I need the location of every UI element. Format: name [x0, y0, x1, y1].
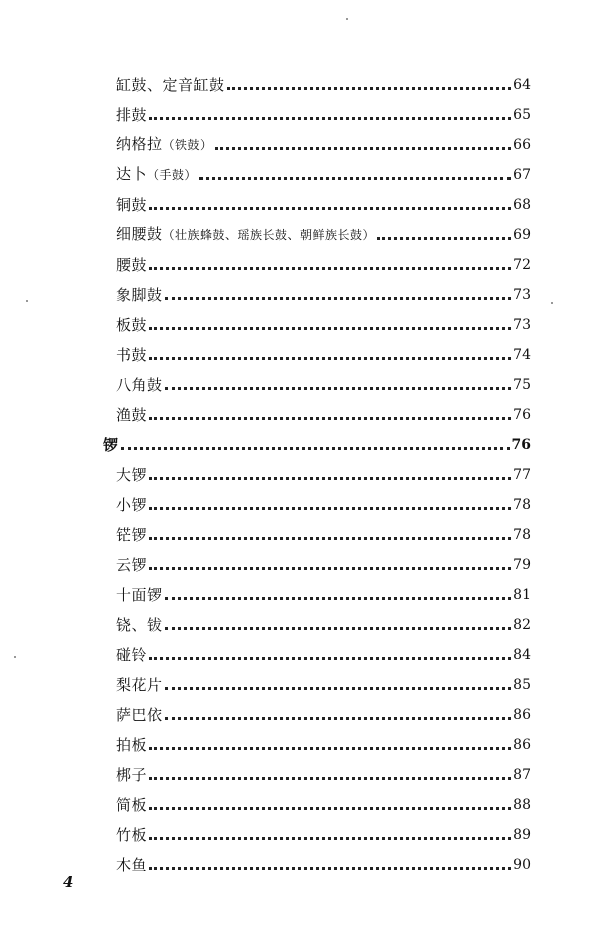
- toc-entry-title: [116, 225, 375, 244]
- toc-entry-page: 84: [513, 647, 531, 663]
- toc-entry-page: 90: [513, 857, 531, 873]
- toc-entry[interactable]: [116, 640, 531, 664]
- toc-entry-title-text: 渔鼓: [116, 406, 148, 424]
- toc-entry[interactable]: [116, 100, 531, 124]
- dot-leader: [377, 237, 511, 240]
- toc-entry-page: 66: [513, 137, 531, 153]
- toc-entry-title: [116, 165, 197, 184]
- toc-entry-page: 67: [513, 167, 531, 183]
- toc-entry[interactable]: [116, 520, 531, 544]
- dot-leader: [165, 687, 512, 690]
- page-number: 4: [63, 873, 74, 891]
- toc-entry-title: [116, 796, 147, 814]
- toc-entry-page: 77: [513, 467, 531, 483]
- toc-entry-title: [116, 196, 147, 214]
- dot-leader: [149, 867, 511, 870]
- dot-leader: [199, 177, 511, 180]
- toc-entry-title: [116, 676, 163, 694]
- toc-entry-title-text: 板鼓: [116, 316, 148, 334]
- toc-entry-title-text: 铜鼓: [116, 196, 148, 214]
- toc-entry-title: [116, 135, 213, 154]
- toc-entry-title: [116, 496, 147, 514]
- dot-leader: [149, 657, 511, 660]
- toc-entry-title-text: 十面锣: [116, 586, 163, 604]
- dot-leader: [149, 837, 511, 840]
- toc-entry-page: 64: [513, 77, 531, 93]
- dot-leader: [165, 297, 512, 300]
- dot-leader: [149, 267, 511, 270]
- toc-entry[interactable]: [116, 400, 531, 424]
- toc-entry-title: [116, 406, 147, 424]
- toc-entry-page: 87: [513, 767, 531, 783]
- toc-entry-page: 88: [513, 797, 531, 813]
- dot-leader: [165, 387, 512, 390]
- dot-leader: [149, 567, 511, 570]
- dot-leader: [149, 477, 511, 480]
- scan-speck: [346, 18, 348, 20]
- toc-entry-title: [116, 106, 147, 124]
- toc-entry-title: [103, 436, 119, 454]
- toc-entry[interactable]: [116, 280, 531, 304]
- toc-entry-title-text: 萨巴依: [116, 706, 163, 724]
- toc-entry-title-text: 云锣: [116, 556, 148, 574]
- toc-entry[interactable]: [116, 760, 531, 784]
- toc-entry-title: [116, 526, 147, 544]
- toc-entry-title-text: 梆子: [116, 766, 148, 784]
- toc-entry-title: [116, 766, 147, 784]
- toc-entry[interactable]: [116, 340, 531, 364]
- toc-entry-page: 76: [511, 437, 531, 453]
- toc-entry-title-text: 达卜: [116, 165, 148, 183]
- dot-leader: [149, 327, 511, 330]
- toc-entry[interactable]: [116, 310, 531, 334]
- toc-entry-title: [116, 856, 147, 874]
- toc-entry-page: 75: [513, 377, 531, 393]
- dot-leader: [165, 717, 512, 720]
- toc-entry-page: 73: [513, 317, 531, 333]
- toc-entry-title-text: 拍板: [116, 736, 148, 754]
- toc-entry-title: [116, 376, 163, 394]
- toc-entry-page: 69: [513, 227, 531, 243]
- toc-entry-page: 65: [513, 107, 531, 123]
- toc-entry-title: [116, 616, 163, 634]
- toc-entry-title: [116, 286, 163, 304]
- toc-entry-title: [116, 346, 147, 364]
- toc-entry-note: （手鼓）: [147, 168, 198, 182]
- toc-entry[interactable]: [116, 580, 531, 604]
- toc-entry-title-text: 大锣: [116, 466, 148, 484]
- toc-entry[interactable]: [116, 490, 531, 514]
- toc-entry-title-text: 简板: [116, 796, 148, 814]
- toc-entry-title-text: 铓锣: [116, 526, 148, 544]
- toc-entry-title-text: 书鼓: [116, 346, 148, 364]
- toc-entry-title-text: 纳格拉: [116, 135, 163, 153]
- dot-leader: [149, 207, 511, 210]
- toc-entry-title: [116, 826, 147, 844]
- toc-entry-title-text: 木鱼: [116, 856, 148, 874]
- toc-entry[interactable]: [116, 790, 531, 814]
- scan-speck: [14, 656, 16, 658]
- toc-entry-title-text: 排鼓: [116, 106, 148, 124]
- toc-entry-title-text: 锣: [103, 436, 119, 454]
- dot-leader: [149, 417, 511, 420]
- toc-entry-page: 68: [513, 197, 531, 213]
- toc-entry-page: 72: [513, 257, 531, 273]
- toc-entry-title-text: 缸鼓、定音缸鼓: [116, 76, 225, 94]
- toc-entry-page: 79: [513, 557, 531, 573]
- dot-leader: [149, 777, 511, 780]
- dot-leader: [149, 807, 511, 810]
- toc-entry[interactable]: [116, 250, 531, 274]
- toc-entry-title-text: 八角鼓: [116, 376, 163, 394]
- dot-leader: [165, 627, 512, 630]
- dot-leader: [149, 357, 511, 360]
- toc-entry-note: （铁鼓）: [162, 138, 213, 152]
- toc-entry-page: 74: [513, 347, 531, 363]
- toc-entry-page: 85: [513, 677, 531, 693]
- toc-entry[interactable]: [116, 160, 531, 184]
- dot-leader: [149, 507, 511, 510]
- toc-entry-title: [116, 76, 225, 94]
- toc-entry-page: 82: [513, 617, 531, 633]
- dot-leader: [227, 87, 512, 90]
- toc-entry-title-text: 梨花片: [116, 676, 163, 694]
- toc-entry[interactable]: [116, 820, 531, 844]
- scan-speck: [26, 300, 28, 302]
- toc-entry[interactable]: [116, 670, 531, 694]
- scan-speck: [551, 302, 553, 304]
- toc-entry-title-text: 腰鼓: [116, 256, 148, 274]
- dot-leader: [215, 147, 512, 150]
- toc-entry-title-text: 竹板: [116, 826, 148, 844]
- toc-entry-title: [116, 586, 163, 604]
- dot-leader: [121, 447, 510, 450]
- toc-entry[interactable]: [116, 370, 531, 394]
- toc-entry[interactable]: [116, 550, 531, 574]
- toc-section-entry[interactable]: [103, 430, 531, 454]
- toc-entry[interactable]: [116, 70, 531, 94]
- toc-entry-title-text: 铙、钹: [116, 616, 163, 634]
- toc-entry-title: [116, 316, 147, 334]
- toc-entry[interactable]: [116, 700, 531, 724]
- toc-entry-title: [116, 256, 147, 274]
- toc-entry-page: 78: [513, 497, 531, 513]
- toc-entry-page: 76: [513, 407, 531, 423]
- toc-entry-title-text: 碰铃: [116, 646, 148, 664]
- toc-entry-title: [116, 466, 147, 484]
- dot-leader: [149, 537, 511, 540]
- toc-entry-note: （壮族蜂鼓、瑶族长鼓、朝鲜族长鼓）: [162, 228, 376, 242]
- toc-entry-title: [116, 646, 147, 664]
- toc-entry[interactable]: [116, 130, 531, 154]
- dot-leader: [165, 597, 512, 600]
- toc-entry-page: 78: [513, 527, 531, 543]
- toc-entry[interactable]: [116, 850, 531, 874]
- toc-entry[interactable]: [116, 460, 531, 484]
- toc-entry-title-text: 小锣: [116, 496, 148, 514]
- toc-entry-page: 81: [513, 587, 531, 603]
- toc-entry[interactable]: [116, 610, 531, 634]
- toc-entry-title: [116, 556, 147, 574]
- toc-entry-page: 89: [513, 827, 531, 843]
- dot-leader: [149, 117, 511, 120]
- toc-entry-title: [116, 706, 163, 724]
- toc-entry-title-text: 象脚鼓: [116, 286, 163, 304]
- toc-entry-title-text: 细腰鼓: [116, 225, 163, 243]
- toc-entry-page: 73: [513, 287, 531, 303]
- toc-entry-page: 86: [513, 737, 531, 753]
- toc-entry[interactable]: [116, 190, 531, 214]
- toc-entry[interactable]: [116, 220, 531, 244]
- dot-leader: [149, 747, 511, 750]
- toc-entry-title: [116, 736, 147, 754]
- toc-entry[interactable]: [116, 730, 531, 754]
- toc-entry-page: 86: [513, 707, 531, 723]
